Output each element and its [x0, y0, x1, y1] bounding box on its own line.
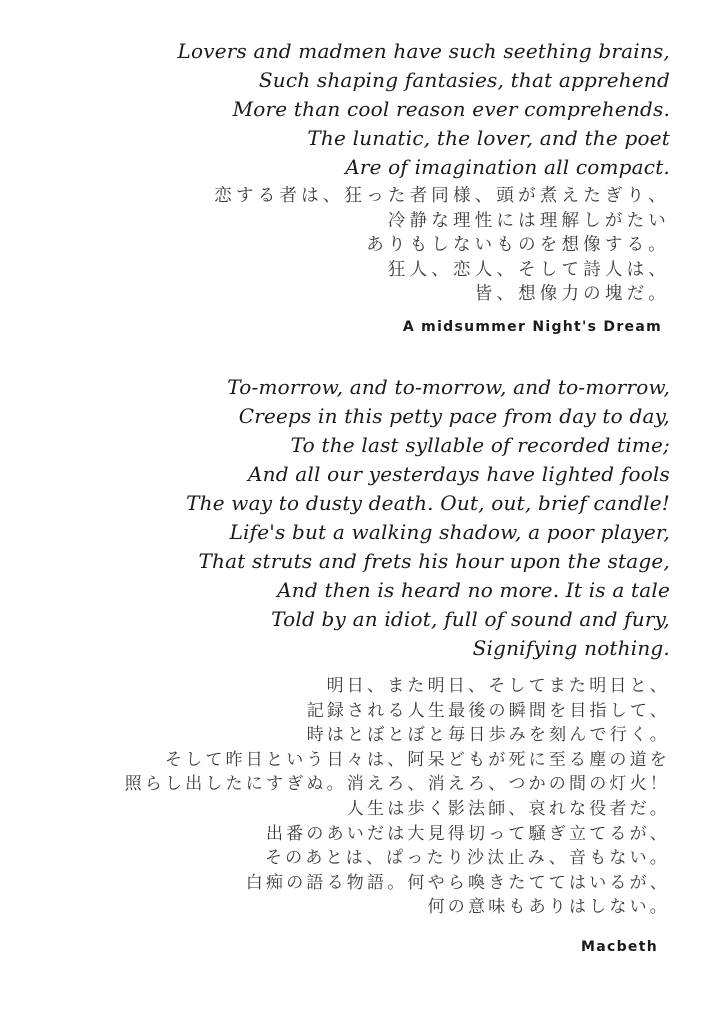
midsummer-english-verse	[178, 37, 671, 182]
verse-line: Told by an idiot, full of sound and fury,	[271, 607, 670, 631]
verse-line: そのあとは、ぱったり沙汰止み、音もない。	[264, 848, 670, 869]
verse-line: The lunatic, the lover, and the poet	[307, 126, 670, 150]
verse-line: Signifying nothing.	[472, 636, 670, 660]
verse-line: 白痴の語る物語。何やら喚きたててはいるが、	[245, 872, 670, 893]
verse-line: 記録される人生最後の瞬間を目指して、	[306, 700, 670, 721]
verse-line: To the last syllable of recorded time;	[290, 433, 670, 457]
verse-line: 人生は歩く影法師、哀れな役者だ。	[346, 798, 670, 819]
midsummer-credit: A midsummer Night's Dream	[402, 319, 662, 335]
verse-line: The way to dusty death. Out, out, brief candle!	[186, 491, 670, 515]
verse-line: 照らし出したにすぎぬ。消えろ、消えろ、つかの間の灯火！	[124, 774, 670, 795]
verse-line: And then is heard no more. It is a tale	[277, 578, 670, 602]
verse-line: 恋する者は、狂った者同様、頭が煮えたぎり、	[214, 186, 670, 206]
verse-line: Such shaping fantasies, that apprehend	[258, 68, 670, 92]
verse-line: そして昨日という日々は、阿呆どもが死に至る塵の道を	[165, 749, 670, 770]
verse-line: 狂人、恋人、そして詩人は、	[387, 259, 670, 280]
verse-line: Life's but a walking shadow, a poor player,	[229, 520, 670, 544]
macbeth-credit: Macbeth	[581, 939, 658, 955]
verse-line: That struts and frets his hour upon the stage,	[198, 549, 670, 573]
verse-line: 出番のあいだは大見得切って騒ぎ立てるが、	[266, 823, 670, 844]
midsummer-japanese-verse	[214, 184, 670, 307]
macbeth-english-verse	[186, 373, 670, 663]
macbeth-japanese-verse	[125, 674, 670, 920]
verse-line: 明日、また明日、そしてまた明日と、	[326, 676, 670, 696]
verse-line: 皆、想像力の塊だ。	[474, 284, 670, 304]
verse-line: Creeps in this petty pace from day to day,	[238, 404, 670, 428]
verse-line: ありもしないものを想像する。	[366, 235, 670, 255]
verse-line: Are of imagination all compact.	[345, 155, 670, 179]
verse-line: More than cool reason ever comprehends.	[232, 97, 670, 121]
verse-line: 時はとぼとぼと毎日歩みを刻んで行く。	[306, 725, 670, 746]
verse-line: And all our yesterdays have lighted fools	[247, 462, 670, 486]
verse-line: To-morrow, and to-morrow, and to-morrow,	[227, 375, 670, 399]
verse-line: 何の意味もありはしない。	[427, 897, 670, 918]
verse-line: 冷静な理性には理解しがたい	[387, 210, 670, 231]
verse-line: Lovers and madmen have such seething brains,	[177, 39, 670, 63]
